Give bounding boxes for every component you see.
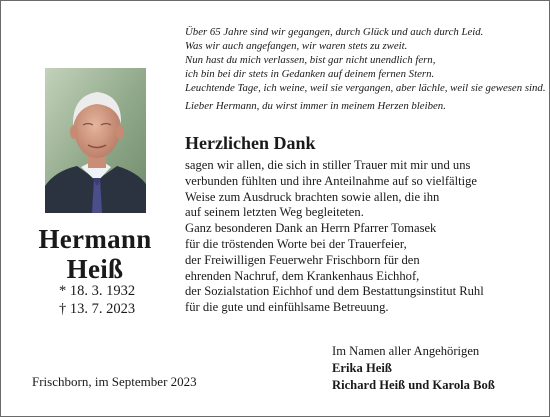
deceased-first-name: Hermann [38, 224, 152, 254]
thanks-line: auf seinem letzten Weg begleiteten. [185, 205, 364, 220]
signature-intro: Im Namen aller Angehörigen [332, 344, 480, 358]
poem-line: Was wir auch angefangen, wir waren stets zu zweit. [185, 39, 408, 52]
poem-line: Über 65 Jahre sind wir gegangen, durch Glück und auch durch Leid. [185, 26, 484, 38]
poem-closing: Lieber Hermann, du wirst immer in meinem Herzen bleiben. [185, 99, 446, 112]
poem-line: Nun hast du mich verlassen, bist gar nicht unendlich fern, [185, 53, 436, 66]
memorial-poem [185, 26, 545, 113]
portrait-photo [45, 68, 146, 213]
death-date: † 13. 7. 2023 [59, 301, 136, 317]
thanks-line: sagen wir allen, die sich in stiller Trauer mit mir und uns [185, 158, 471, 172]
thanks-line: für die gute und einfühlsame Betreuung. [185, 300, 389, 315]
birth-date: * 18. 3. 1932 [59, 283, 136, 299]
thanks-line: Weise zum Ausdruck brachten sowie allen, die ihn [185, 189, 440, 204]
thanks-line: der Freiwilligen Feuerwehr Frischborn für den [185, 252, 420, 267]
thanks-line: ehrenden Nachruf, dem Krankenhaus Eichhof, [185, 268, 420, 283]
thanks-line: der Sozialstation Eichhof und dem Bestattungsinstitut Ruhl [185, 284, 484, 299]
thanks-line: für die tröstenden Worte bei der Trauerfeier, [185, 236, 407, 251]
thanks-line: verbunden fühlten und ihre Anteilnahme auf so vielfältige [185, 173, 478, 188]
deceased-last-name: Heiß [66, 254, 124, 284]
poem-line: Leuchtende Tage, ich weine, weil sie vergangen, aber lächle, weil sie gewesen sind. [185, 81, 546, 94]
place-and-date: Frischborn, im September 2023 [32, 374, 197, 389]
signature-name: Erika Heiß [332, 361, 392, 375]
thanks-text [185, 158, 545, 316]
signature-name: Richard Heiß und Karola Boß [332, 378, 495, 392]
thanks-line: Ganz besonderen Dank an Herrn Pfarrer Tomasek [185, 221, 437, 236]
signature-block [332, 343, 495, 394]
thanks-heading: Herzlichen Dank [185, 133, 316, 153]
poem-line: ich bin bei dir stets in Gedanken auf deinem fernen Stern. [185, 67, 435, 80]
